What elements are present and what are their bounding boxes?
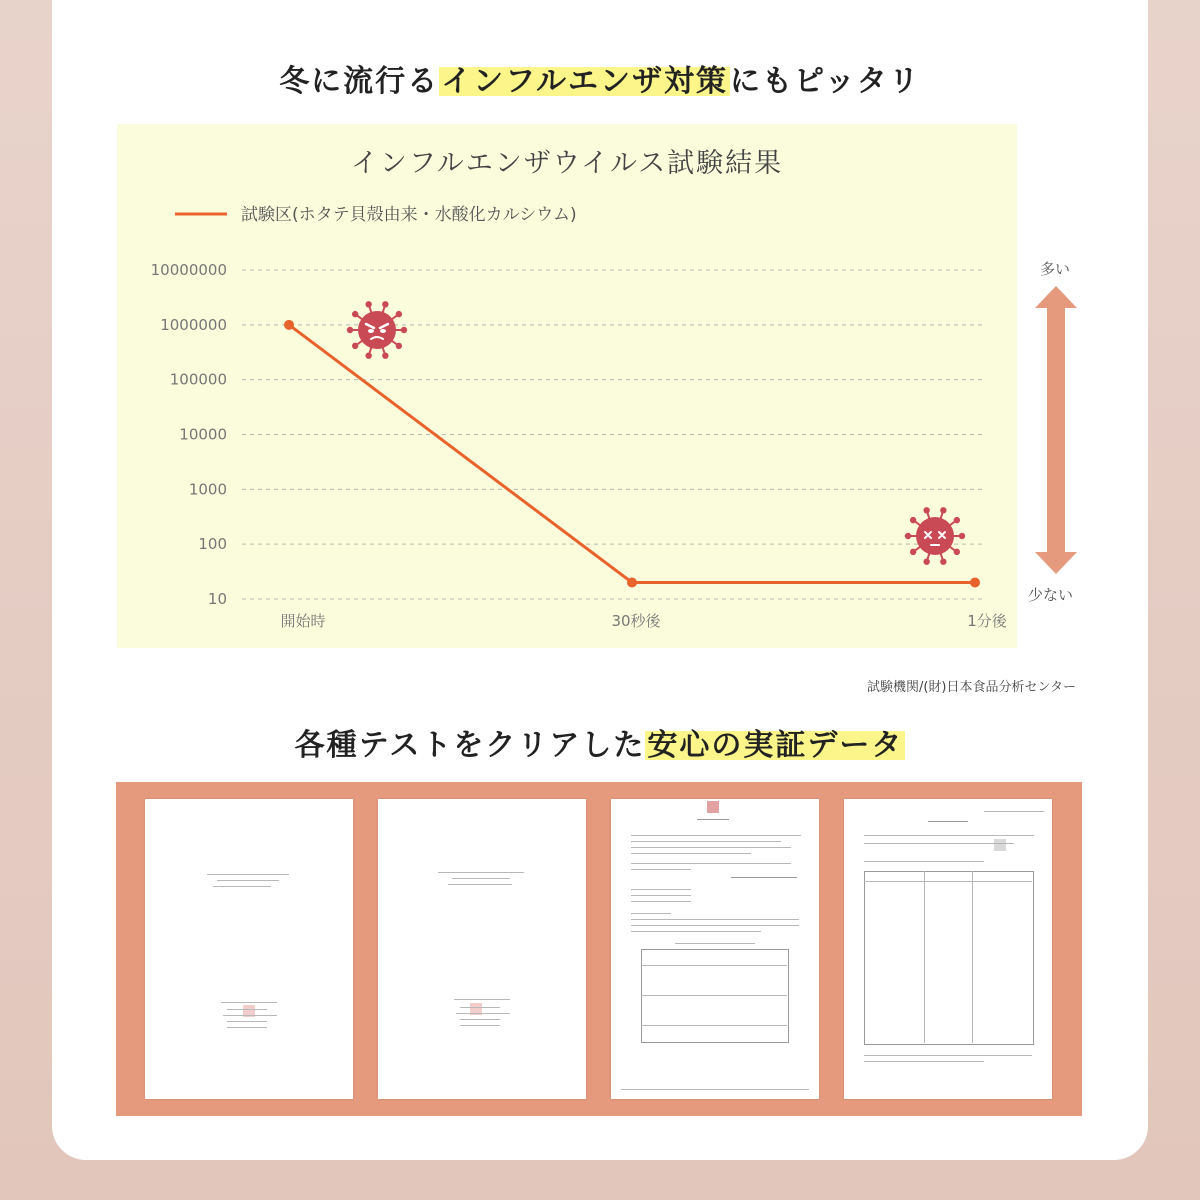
y-tick-label: 1000000 (160, 315, 227, 334)
top-heading-post: にもピッタリ (730, 64, 921, 99)
source-note: 試験機関/(財)日本食品分析センター (866, 680, 1076, 695)
y-tick-label: 1000 (188, 480, 227, 499)
certificate-image-1 (145, 799, 353, 1099)
legend-label: 試験区(ホタテ貝殻由来・水酸化カルシウム) (241, 205, 577, 225)
x-axis-ticks (280, 612, 1007, 630)
x-tick-label: 開始時 (280, 612, 326, 630)
bottom-heading (0, 720, 1200, 764)
series-line (289, 325, 975, 583)
top-heading-pre: 冬に流行る (279, 64, 440, 99)
chart (117, 124, 1017, 648)
certificate-image-4 (844, 799, 1052, 1099)
x-tick-label: 30秒後 (611, 612, 661, 630)
certificate-image-3 (611, 799, 819, 1099)
data-point (627, 577, 637, 587)
top-heading-highlight: インフルエンザ対策 (441, 64, 728, 99)
y-axis-ticks (151, 261, 227, 608)
top-heading (0, 56, 1200, 100)
y-tick-label: 10 (207, 590, 227, 608)
label-many: 多い (1040, 260, 1071, 278)
x-tick-label: 1分後 (967, 612, 1007, 630)
grid (242, 270, 985, 599)
more-less-arrow (1033, 286, 1079, 574)
y-tick-label: 10000 (179, 425, 227, 444)
data-point (284, 320, 294, 330)
chart-panel (117, 124, 1017, 648)
defeated-virus-icon (905, 507, 965, 565)
y-tick-label: 100000 (169, 370, 227, 389)
certificate-image-2 (378, 799, 586, 1099)
certificate-gallery (116, 782, 1082, 1116)
bottom-heading-highlight: 安心の実証データ (647, 728, 904, 763)
bottom-heading-pre: 各種テストをクリアした (294, 728, 646, 763)
chart-title: インフルエンザウイルス試験結果 (350, 148, 784, 179)
series (284, 320, 980, 588)
label-few: 少ない (1028, 586, 1074, 604)
y-tick-label: 10000000 (150, 261, 227, 279)
angry-virus-icon (347, 301, 407, 359)
y-tick-label: 100 (198, 535, 227, 554)
data-point (970, 577, 980, 587)
